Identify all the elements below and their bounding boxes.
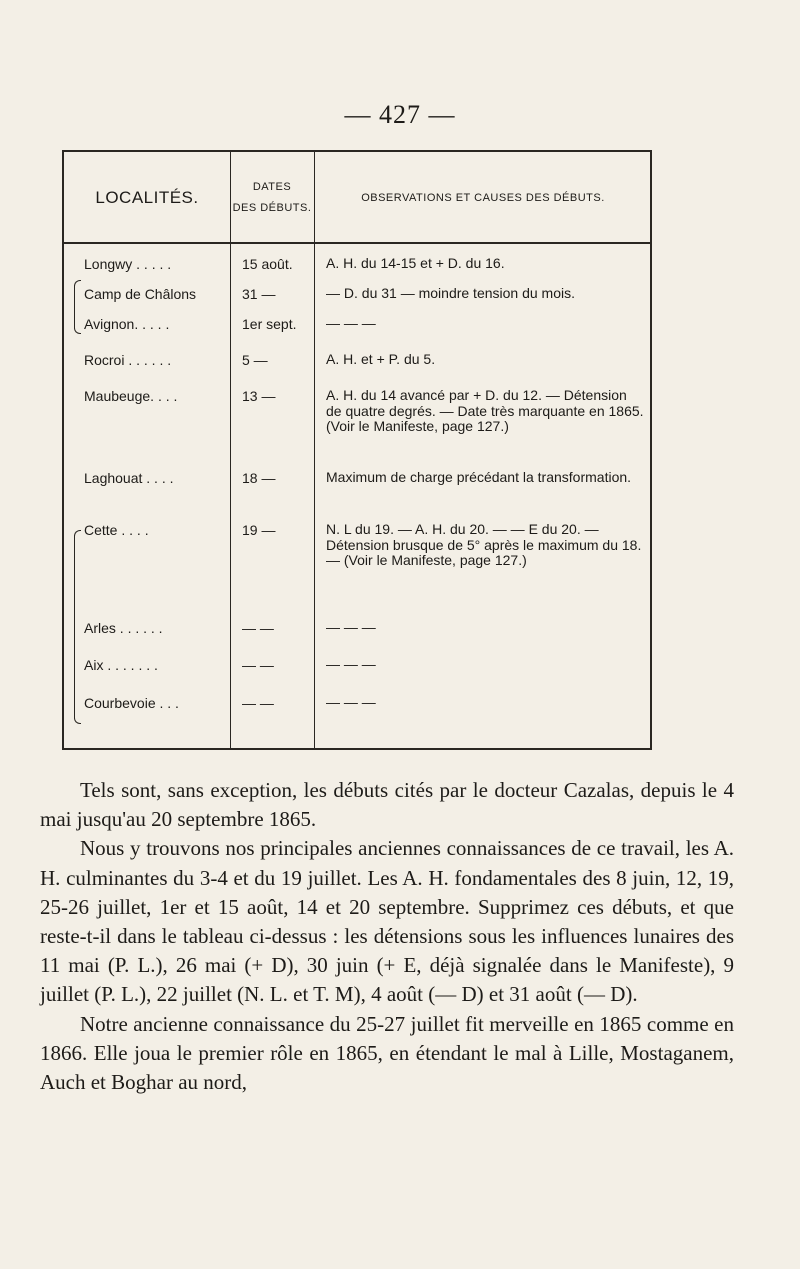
body-text <box>40 776 734 1097</box>
brace-bracket <box>74 280 81 334</box>
row-observation: — — — <box>326 315 376 331</box>
row-date: 15 août. <box>242 256 293 272</box>
row-locality: Cette . . . . <box>84 522 149 538</box>
paragraph: Tels sont, sans exception, les débuts cités par le docteur Cazalas, depuis le 4 mai jusqu'au 20 septembre 1865. <box>40 778 734 832</box>
row-locality: Aix . . . . . . . <box>84 657 158 673</box>
row-observation: — D. du 31 — moindre tension du mois. <box>326 285 576 301</box>
row-observation: — — — <box>326 656 376 672</box>
page-number: — 427 — <box>344 100 456 129</box>
row-observation: A. H. du 14 avancé par + D. du 12. — Détension de quatre degrés. — Date très marquante en 1865. (Voir le Manifeste, page 127.) <box>326 387 644 435</box>
paragraph: Notre ancienne connaissance du 25-27 juillet fit merveille en 1865 comme en 1866. Elle joua le premier rôle en 1865, en étendant le mal à Lille, Mostaganem, Auch et Boghar au nord, <box>40 1011 734 1095</box>
row-locality: Laghouat . . . . <box>84 470 174 486</box>
row-date: — — <box>242 620 274 636</box>
brace-bracket <box>74 530 81 724</box>
debuts-table <box>62 150 652 750</box>
row-date: 5 — <box>242 352 268 368</box>
row-date: 18 — <box>242 470 276 486</box>
row-observation: A. H. du 14-15 et + D. du 16. <box>326 255 505 271</box>
header-dates <box>230 152 314 244</box>
row-date: — — <box>242 695 274 711</box>
row-locality: Longwy . . . . . <box>84 256 172 272</box>
header-dates-line1: DATES <box>252 181 292 194</box>
table-header <box>64 152 650 244</box>
row-locality: Rocroi . . . . . . <box>84 352 172 368</box>
header-localites: LOCALITÉS. <box>95 188 199 207</box>
row-observation: Maximum de charge précédant la transformation. <box>326 469 632 485</box>
row-observation: N. L du 19. — A. H. du 20. — — E du 20. — Détension brusque de 5° après le maximum du 18. — (Voir le Manifeste, page 127.) <box>326 521 642 569</box>
header-observations: OBSERVATIONS ET CAUSES DES DÉBUTS. <box>361 192 605 204</box>
row-locality: Courbevoie . . . <box>84 695 179 711</box>
row-locality: Arles . . . . . . <box>84 620 163 636</box>
row-locality: Camp de Châlons <box>84 286 197 302</box>
row-observation: A. H. et + P. du 5. <box>326 351 436 367</box>
row-date: 31 — <box>242 286 276 302</box>
row-date: 1er sept. <box>242 316 297 332</box>
row-date: 13 — <box>242 388 276 404</box>
header-dates-line2: DES DÉBUTS. <box>232 202 312 214</box>
row-date: 19 — <box>242 522 276 538</box>
row-locality: Maubeuge. . . . <box>84 388 178 404</box>
row-observation: — — — <box>326 694 376 710</box>
row-locality: Avignon. . . . . <box>84 316 170 332</box>
row-observation: — — — <box>326 619 376 635</box>
row-date: — — <box>242 657 274 673</box>
paragraph: Nous y trouvons nos principales anciennes connaissances de ce travail, les A. H. culminantes du 3-4 et du 19 juillet. Les A. H. fondamentales des 8 juin, 12, 19, 25-26 juillet, 1er et 15 août, 14 et 20 septembre. Supprimez ces débuts, et que reste-t-il dans le tableau ci-dessus : les détensions sous les influences lunaires des 11 mai (P. L.), 26 mai (+ D), 30 juin (+ E, déjà signalée dans le Manifeste), 9 juillet (P. L.), 22 juillet (N. L. et T. M), 4 août (— D) et 31 août (— D). <box>40 836 734 1007</box>
